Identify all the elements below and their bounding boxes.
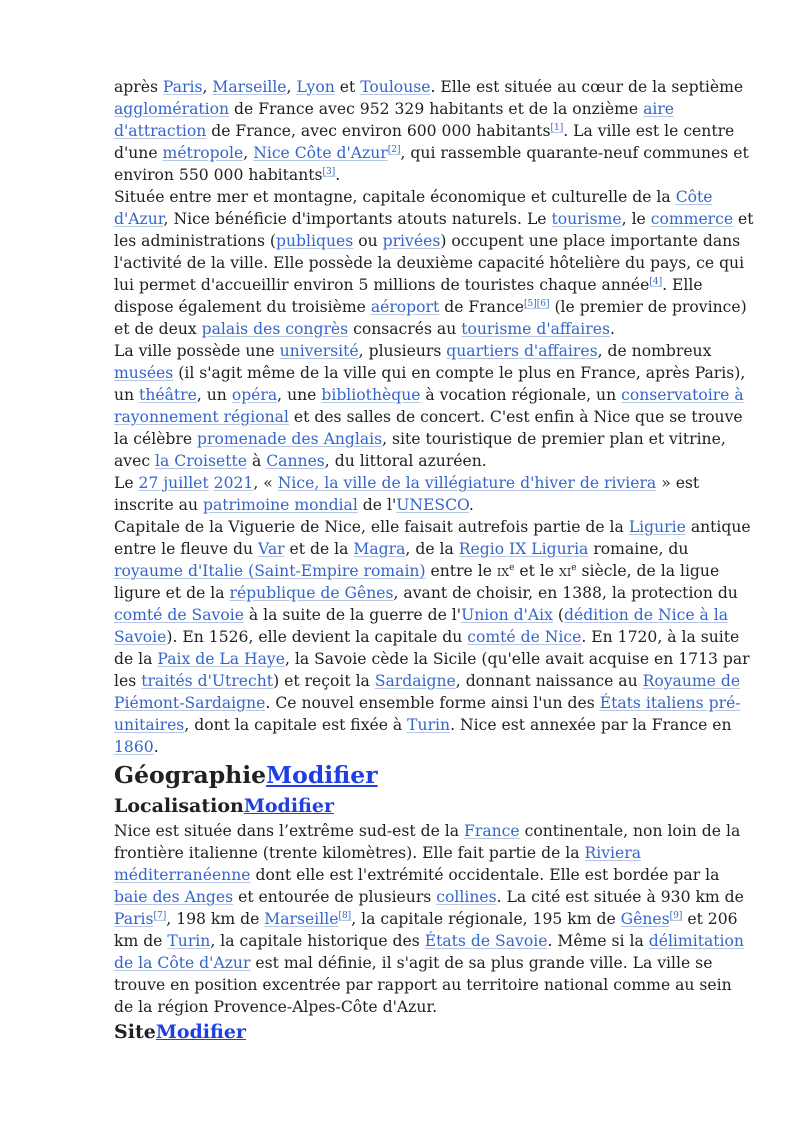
text-run: , dont la capitale est fixée à (184, 716, 408, 734)
wiki-link[interactable]: Regio IX Liguria (458, 540, 589, 558)
text-run: de France (439, 298, 524, 316)
wiki-link[interactable]: publiques (276, 232, 354, 250)
wiki-link[interactable]: aéroport (370, 298, 440, 316)
heading-site-title: Site (114, 1021, 156, 1043)
paragraph-culture (114, 340, 754, 472)
wiki-link[interactable]: Nice Côte d'Azur (253, 144, 388, 162)
text-run: dont elle est l'extrémité occidentale. Elle est bordée par la (250, 866, 720, 884)
paragraph-history (114, 516, 754, 758)
reference-link[interactable]: [4] (649, 276, 663, 287)
text-run: (le premier de province) et de deux (114, 298, 747, 338)
text-run: , de nombreux (597, 342, 712, 360)
text-run: , (286, 78, 297, 96)
text-run: , « (253, 474, 278, 492)
text-run: à la suite de la guerre de l' (243, 606, 462, 624)
text-run: . (335, 166, 341, 184)
wiki-link[interactable]: États de Savoie (424, 932, 548, 950)
wiki-link[interactable]: Paix de La Haye (157, 650, 285, 668)
text-run: ) et reçoit la (273, 672, 375, 690)
text-run: , plusieurs (358, 342, 447, 360)
text-run: ). En 1526, elle devient la capitale du (166, 628, 468, 646)
wiki-link[interactable]: traités d'Utrecht (141, 672, 274, 690)
text-run: et de la (284, 540, 354, 558)
wiki-link[interactable]: dédition de Nice à la Savoie (114, 606, 729, 646)
wiki-link[interactable]: théâtre (139, 386, 197, 404)
reference-link[interactable]: [9] (669, 910, 683, 921)
wiki-link[interactable]: 2021 (213, 474, 254, 492)
text-run: , un (196, 386, 232, 404)
wiki-link[interactable]: Marseille (212, 78, 287, 96)
text-run: , la capitale historique des (210, 932, 425, 950)
text-run: et les administrations ( (114, 210, 754, 250)
text-run: à vocation régionale, un (420, 386, 622, 404)
text-run: Nice est située dans l’extrême sud-est de la (114, 822, 465, 840)
text-run: . Nice est annexée par la France en (450, 716, 732, 734)
reference-superscript (338, 911, 351, 921)
text-run: . Ce nouvel ensemble forme ainsi l'un des (265, 694, 600, 712)
wiki-link[interactable]: Turin (407, 716, 451, 734)
wiki-link[interactable]: Var (258, 540, 285, 558)
wiki-link[interactable]: Turin (167, 932, 211, 950)
wiki-link[interactable]: collines (436, 888, 497, 906)
wiki-link[interactable]: université (279, 342, 359, 360)
wiki-link[interactable]: Toulouse (360, 78, 431, 96)
wiki-link[interactable]: UNESCO (396, 496, 469, 514)
text-run: , la Savoie cède la Sicile (qu'elle avait acquise en 1713 par les (114, 650, 750, 690)
text-run: (il s'agit même de la ville qui en compte le plus en France, après Paris), un (114, 364, 746, 404)
text-run: , le (621, 210, 651, 228)
wiki-link[interactable]: délimitation de la Côte d'Azur (114, 932, 744, 972)
text-run: » est inscrite au (114, 474, 700, 514)
text-run: est mal définie, il s'agit de sa plus grande ville. La ville se trouve en position excentrée par rapport au territoire national comme au sein de la région Provence-Alpes-Côte d'Azur. (114, 954, 732, 1016)
text-run: , de la (405, 540, 459, 558)
text-run: siècle, de la ligue ligure et de la (114, 562, 720, 602)
reference-superscript (388, 145, 401, 155)
text-run: , 198 km de (166, 910, 265, 928)
wiki-link[interactable]: Gênes (620, 910, 670, 928)
text-run: . Elle dispose également du troisième (114, 276, 703, 316)
wiki-link[interactable]: comté de Nice (467, 628, 582, 646)
paragraph-unesco (114, 472, 754, 516)
wiki-link[interactable]: la Croisette (155, 452, 248, 470)
reference-superscript (537, 299, 550, 309)
wiki-link[interactable]: agglomération (114, 100, 230, 118)
reference-superscript (670, 911, 683, 921)
text-run: . En 1720, à la suite de la (114, 628, 740, 668)
wiki-link[interactable]: musées (114, 364, 174, 382)
text-run: antique entre le fleuve du (114, 518, 751, 558)
wiki-link[interactable]: Royaume de Piémont-Sardaigne (114, 672, 741, 712)
wiki-link[interactable]: France (464, 822, 520, 840)
wiki-link[interactable]: métropole (162, 144, 244, 162)
reference-link[interactable]: [6] (536, 298, 550, 309)
paragraph-localisation (114, 820, 754, 1018)
reference-superscript (154, 911, 167, 921)
reference-link[interactable]: [1] (550, 122, 564, 133)
wiki-link[interactable]: Ligurie (628, 518, 686, 536)
text-run: . Même si la (547, 932, 649, 950)
wiki-link[interactable]: promenade des Anglais (197, 430, 383, 448)
text-run: et (334, 78, 361, 96)
wiki-link[interactable]: Lyon (296, 78, 335, 96)
wiki-link[interactable]: Paris (114, 910, 154, 928)
wiki-link[interactable]: opéra (231, 386, 278, 404)
text-run: ( (552, 606, 564, 624)
wiki-link[interactable]: comté de Savoie (114, 606, 244, 624)
reference-link[interactable]: [3] (322, 166, 336, 177)
text-run: . La cité est située à 930 km de (496, 888, 744, 906)
text-run: La ville possède une (114, 342, 280, 360)
wiki-link[interactable]: royaume d'Italie (Saint-Empire romain) (114, 562, 426, 580)
heading-localisation-title: Localisation (114, 795, 244, 817)
text-run: à (247, 452, 267, 470)
text-run: et des salles de concert. C'est enfin à Nice que se trouve la célèbre (114, 408, 743, 448)
wiki-link[interactable]: aire d'attraction (114, 100, 675, 140)
wiki-link[interactable]: Sardaigne (374, 672, 456, 690)
wiki-link[interactable]: 27 juillet (138, 474, 209, 492)
text-run: , une (277, 386, 322, 404)
heading-geographie (114, 758, 754, 792)
heading-site (114, 1018, 754, 1046)
text-run: et entourée de plusieurs (233, 888, 437, 906)
wiki-link[interactable]: Marseille (264, 910, 339, 928)
text-run: consacrés au (348, 320, 462, 338)
text-run: continentale, non loin de la frontière italienne (trente kilomètres). Elle fait partie de la (114, 822, 741, 862)
text-run: . (153, 738, 159, 756)
paragraph-economy (114, 186, 754, 340)
wiki-link[interactable]: Côte d'Azur (114, 188, 713, 228)
wiki-link[interactable]: république de Gênes (229, 584, 394, 602)
wiki-link[interactable]: privées (382, 232, 441, 250)
text-run: Située entre mer et montagne, capitale économique et culturelle de la (114, 188, 676, 206)
wiki-link[interactable]: bibliothèque (321, 386, 421, 404)
text-run: ) occupent une place importante dans l'activité de la ville. Elle possède la deuxième capacité hôtelière du pays, ce qui lui permet d'accueillir environ 5 millions de touristes chaque année (114, 232, 745, 294)
reference-superscript (550, 123, 563, 133)
text-run: entre le (425, 562, 497, 580)
text-run: , donnant naissance au (455, 672, 643, 690)
wiki-link[interactable]: commerce (650, 210, 734, 228)
text-run: après (114, 78, 163, 96)
text-run: , qui rassemble quarante-neuf communes et environ 550 000 habitants (114, 144, 749, 184)
wiki-link[interactable]: États italiens pré-unitaires (114, 694, 741, 734)
text-run: et le (514, 562, 559, 580)
heading-geographie-title: Géographie (114, 761, 267, 789)
wiki-link[interactable]: quartiers d'affaires (446, 342, 598, 360)
edit-site-link[interactable]: Modifier (155, 1021, 246, 1043)
text-run: romaine, du (588, 540, 689, 558)
ordinal-suffix: e (571, 562, 577, 573)
wiki-link[interactable]: palais des congrès (201, 320, 349, 338)
reference-link[interactable]: [8] (338, 910, 352, 921)
text-run: , avant de choisir, en 1388, la protection du (393, 584, 738, 602)
text-run: . Elle est située au cœur de la septième (430, 78, 744, 96)
paragraph-intro (114, 76, 754, 186)
roman-numeral: ix (496, 562, 510, 580)
wiki-link[interactable]: Cannes (266, 452, 325, 470)
wiki-link[interactable]: Union d'Aix (461, 606, 553, 624)
text-run: Capitale de la Viguerie de Nice, elle faisait autrefois partie de la (114, 518, 629, 536)
reference-superscript (649, 277, 662, 287)
text-run: , Nice bénéficie d'importants atouts naturels. Le (163, 210, 552, 228)
ordinal-suffix: e (509, 562, 515, 573)
wiki-link[interactable]: tourisme (551, 210, 622, 228)
text-run: . (609, 320, 615, 338)
wiki-link[interactable]: conservatoire à rayonnement régional (114, 386, 744, 426)
text-run: de l' (357, 496, 397, 514)
text-run: , (243, 144, 254, 162)
heading-localisation (114, 792, 754, 820)
reference-link[interactable]: [5] (523, 298, 537, 309)
text-run: . La ville est le centre d'une (114, 122, 735, 162)
wiki-link[interactable]: 1860 (114, 738, 154, 756)
text-run: ou (353, 232, 383, 250)
wiki-link[interactable]: tourisme d'affaires (461, 320, 610, 338)
wiki-link[interactable]: baie des Anges (114, 888, 234, 906)
edit-geographie-link[interactable]: Modifier (266, 761, 378, 789)
text-run: de France avec 952 329 habitants et de la onzième (229, 100, 644, 118)
text-run: , du littoral azuréen. (324, 452, 487, 470)
wiki-link[interactable]: Riviera méditerranéenne (114, 844, 642, 884)
reference-superscript (524, 299, 537, 309)
text-run: , la capitale régionale, 195 km de (351, 910, 621, 928)
text-run: . (468, 496, 474, 514)
wiki-link[interactable]: Magra (353, 540, 406, 558)
reference-link[interactable]: [7] (153, 910, 167, 921)
text-run: , (202, 78, 213, 96)
text-run: Le (114, 474, 139, 492)
roman-numeral: xi (559, 562, 572, 580)
text-run: de France, avec environ 600 000 habitants (206, 122, 551, 140)
wiki-link[interactable]: Nice, la ville de la villégiature d'hiver de riviera (277, 474, 657, 492)
text-run: , site touristique de premier plan et vitrine, avec (114, 430, 726, 470)
wiki-link[interactable]: patrimoine mondial (202, 496, 358, 514)
edit-localisation-link[interactable]: Modifier (243, 795, 334, 817)
article-body (114, 76, 754, 1046)
reference-superscript (323, 167, 336, 177)
text-run: et 206 km de (114, 910, 738, 950)
wiki-link[interactable]: Paris (162, 78, 203, 96)
reference-link[interactable]: [2] (387, 144, 401, 155)
